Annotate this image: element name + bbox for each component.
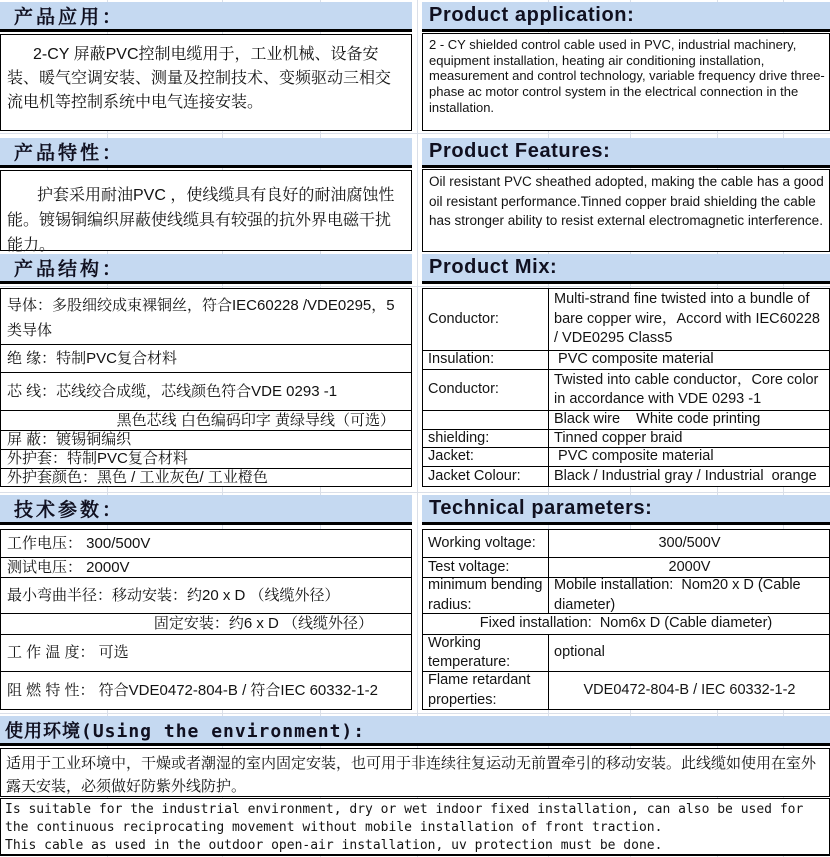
- environment-body-en: [0, 798, 830, 856]
- section-title: 技术参数：: [14, 500, 125, 521]
- section-title: Product Features:: [429, 140, 611, 162]
- section-title: 产品应用：: [14, 7, 125, 28]
- table-row: [423, 447, 829, 466]
- row-label: Conductor:: [428, 381, 499, 398]
- row-value: Black wire White code printing: [548, 411, 829, 429]
- paragraph: 2-CY 屏蔽PVC控制电缆用于，工业机械、设备安装、暖气空调安装、测量及控制技术、变频驱动三相交流电机等控制系统中电气连接安装。: [7, 46, 392, 111]
- table-row: 工作电压： 300/500V: [7, 534, 151, 552]
- table-row: 最小弯曲半径：移动安装：约20 x D （线缆外径）: [1, 577, 411, 613]
- section-title: Technical parameters:: [429, 497, 653, 519]
- application-body-zh: [0, 34, 412, 131]
- row-label: Insulation:: [428, 351, 495, 368]
- table-row: [423, 369, 829, 410]
- row-value: Tinned copper braid: [548, 430, 829, 447]
- row-label: Test voltage:: [428, 558, 510, 575]
- row-value: Multi-strand fine twisted into a bundle of bare copper wire，Accord with IEC60228 / VDE0295 Class5: [548, 289, 829, 350]
- section-title: 使用环境(Using the environment):: [5, 720, 366, 742]
- row-label: Conductor:: [428, 310, 499, 327]
- row-label: Jacket:: [428, 448, 474, 465]
- text-line: the continuous reciprocating movement without mobile installation of front traction.: [5, 820, 663, 835]
- structure-table-zh: [0, 288, 412, 487]
- table-row: [423, 410, 829, 429]
- section-title: Product application:: [429, 4, 635, 26]
- section-header-features-zh: [0, 138, 412, 168]
- table-row: 绝 缘：特制PVC复合材料: [1, 344, 411, 372]
- table-row: 导体：多股细绞成束裸铜丝，符合IEC60228 /VDE0295，5类导体: [7, 297, 395, 339]
- gridline-horizontal: [0, 286, 830, 287]
- gridline-horizontal: [0, 713, 830, 714]
- text-line: This cable as used in the outdoor open-air installation, uv protection must be done.: [5, 838, 663, 853]
- section-title: 产品结构：: [14, 259, 125, 280]
- row-label: Flame retardant properties:: [428, 672, 531, 708]
- table-row: 外护套：特制PVC复合材料: [1, 449, 411, 468]
- paragraph: 2 - CY shielded control cable used in PVC, industrial machinery, equipment installation, heating air conditioning installation, measurement and control technology, variable frequency drive three-phase ac motor control system in the electrical connection in the installation.: [429, 37, 825, 115]
- table-row: 屏 蔽：镀锡铜编织: [1, 430, 411, 449]
- row-value: PVC composite material: [548, 448, 829, 466]
- features-body-zh: [0, 170, 412, 254]
- section-title: Product Mix:: [429, 256, 558, 278]
- row-label: Working temperature:: [428, 634, 511, 670]
- table-row: 工 作 温 度： 可选: [1, 634, 411, 671]
- parameters-table-zh: [0, 529, 412, 710]
- section-header-application-en: [422, 2, 830, 32]
- table-row: 阻 燃 特 性： 符合VDE0472-804-B / 符合IEC 60332-1-2: [1, 671, 411, 709]
- table-row: 测试电压： 2000V: [1, 557, 411, 577]
- row-value: Mobile installation: Nom20 x D (Cable diameter): [548, 578, 829, 613]
- row-value: PVC composite material: [548, 351, 829, 369]
- row-value: 300/500V: [548, 530, 829, 557]
- table-row: [423, 557, 829, 577]
- section-header-environment: [0, 716, 830, 746]
- paragraph: Oil resistant PVC sheathed adopted, making the cable has a good oil resistant performance.Tinned copper braid shielding the cable has stronger ability to resist external electromagnetic interference.: [429, 174, 824, 228]
- section-header-application-zh: [0, 2, 412, 32]
- text-line: Is suitable for the industrial environment, dry or wet indoor fixed installation, can also be used for: [5, 802, 804, 817]
- application-body-en: [422, 33, 830, 131]
- table-row: [423, 671, 829, 709]
- row-value: optional: [548, 635, 829, 671]
- parameters-table-en: [422, 529, 830, 710]
- row-label: Working voltage:: [428, 534, 536, 551]
- paragraph: 适用于工业环境中，干燥或者潮湿的室内固定安装，也可用于非连续往复运动无前置牵引的移动安装。此线缆如使用在室外露天安装，必须做好防紫外线防护。: [6, 755, 817, 795]
- table-row: [423, 613, 829, 634]
- table-row: 黑色芯线 白色编码印字 黄绿导线（可选）: [1, 410, 411, 430]
- table-row: [423, 429, 829, 447]
- table-row: [423, 289, 829, 350]
- row-label: minimum bending radius:: [428, 577, 543, 613]
- features-body-en: [422, 169, 830, 252]
- section-header-features-en: [422, 138, 830, 168]
- section-header-parameters-en: [422, 495, 830, 525]
- row-value: 2000V: [548, 558, 829, 577]
- row-value-span: Fixed installation: Nom6x D (Cable diameter): [479, 615, 773, 632]
- row-value: VDE0472-804-B / IEC 60332-1-2: [548, 672, 829, 709]
- section-header-structure-zh: [0, 254, 412, 284]
- paragraph: 护套采用耐油PVC ，使线缆具有良好的耐油腐蚀性能。镀锡铜编织屏蔽使线缆具有较强的抗外界电磁干扰能力。: [7, 187, 395, 254]
- row-label: shielding:: [428, 429, 490, 446]
- row-label: [423, 411, 548, 429]
- product-mix-table: [422, 288, 830, 487]
- table-row: 外护套颜色：黑色 / 工业灰色/ 工业橙色: [1, 468, 411, 486]
- gridline-horizontal: [0, 133, 830, 134]
- gridline-horizontal: [0, 492, 830, 493]
- section-title: 产品特性：: [14, 143, 125, 164]
- table-row: 芯 线：芯线绞合成缆，芯线颜色符合VDE 0293 -1: [1, 372, 411, 410]
- table-row: [423, 634, 829, 671]
- environment-body-zh: [0, 748, 830, 797]
- row-value: Black / Industrial gray / Industrial orange: [548, 467, 829, 486]
- section-header-parameters-zh: [0, 495, 412, 525]
- section-header-structure-en: [422, 254, 830, 284]
- table-row: [423, 530, 829, 557]
- table-row: [423, 466, 829, 486]
- table-row: 固定安装：约6 x D （线缆外径）: [1, 613, 411, 634]
- row-label: Jacket Colour:: [428, 467, 521, 484]
- row-value: Twisted into cable conductor，Core color in accordance with VDE 0293 -1: [548, 370, 829, 410]
- table-row: [423, 577, 829, 613]
- table-row: [423, 350, 829, 369]
